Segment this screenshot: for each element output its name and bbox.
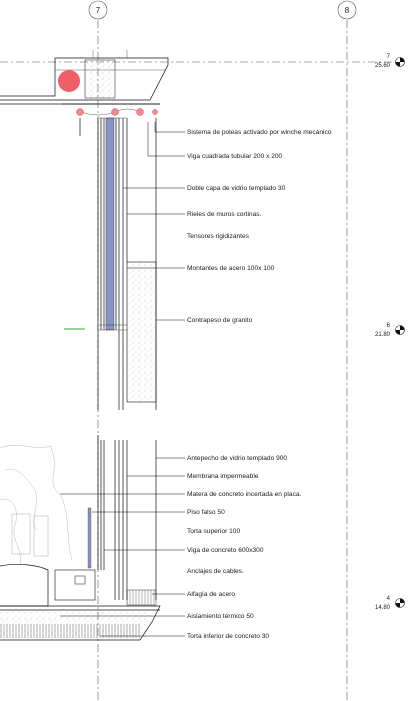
label-10: Piso falso 50 [187,509,225,516]
level-marker-4 [375,596,405,611]
label-13: Anclajes de cables. [187,568,244,575]
label-2: Doble capa de vidrio templado 30 [187,185,286,192]
label-14: Alfagía de acero [187,591,236,598]
label-4: Tensores rigidizantes [187,233,249,240]
label-11: Torta superior 100 [187,528,241,535]
level-num-6: 6 [386,323,390,329]
label-1: Viga cuadrada tubular 200 x 200 [187,153,283,160]
label-8: Membrana impermeable [187,473,259,480]
grid-line-8 [338,1,356,701]
label-3: Rieles de muros cortinas. [187,211,262,218]
level-elev-7: 25.60 [374,63,390,69]
annotation-labels [187,129,332,640]
grid-label-8: 8 [344,6,350,15]
label-6: Contrapeso de granito [187,317,253,324]
label-15: Aislamiento térmico 50 [187,613,254,620]
label-12: Viga de concreto 600x300 [187,547,264,554]
grid-label-7: 7 [95,6,101,15]
label-7: Antepecho de vidrio templado 900 [187,455,288,462]
level-num-4: 4 [386,596,390,602]
planter-slab [0,564,160,640]
level-marker-6 [375,323,405,338]
level-elev-4: 14.80 [374,605,390,611]
label-9: Matera de concreto incertada en placa. [187,491,302,498]
leader-lines [60,122,185,636]
pulley-large [58,70,80,92]
level-elev-6: 21.80 [374,332,390,338]
level-marker-7 [375,54,405,69]
upper-facade [98,118,156,410]
roof-slab [0,50,168,104]
label-5: Montantes de acero 100x 100 [187,265,275,272]
plant-sketch [0,445,72,565]
label-16: Torta inferior de concreto 30 [187,633,270,640]
label-0: Sistema de poleas activado por winche mecánico [187,129,332,136]
level-num-7: 7 [386,54,390,60]
